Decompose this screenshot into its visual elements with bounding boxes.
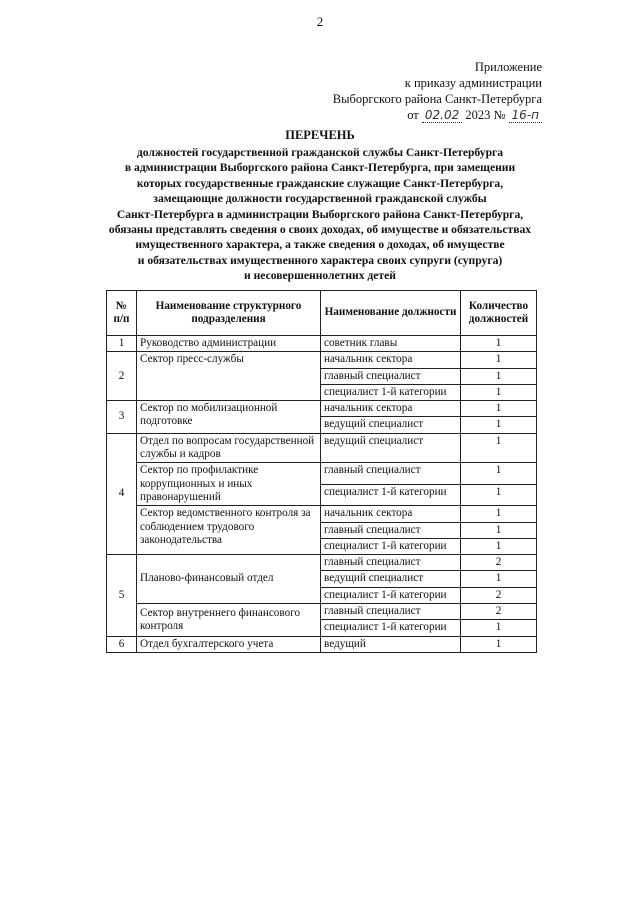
- handwritten-order-number: 16-п: [509, 108, 542, 123]
- subtitle-line: должностей государственной гражданской службы Санкт-Петербурга: [136, 146, 504, 159]
- handwritten-date: 02.02: [422, 108, 462, 123]
- page-number: 2: [316, 14, 324, 29]
- header-position: Наименование должности: [321, 291, 461, 336]
- unit-name: Отдел бухгалтерского учета: [137, 636, 321, 652]
- row-number: 3: [107, 401, 137, 434]
- position-count: 1: [461, 571, 537, 587]
- unit-name: Сектор ведомственного контроля за соблюдением трудового законодательства: [137, 506, 321, 555]
- position-name: начальник сектора: [321, 506, 461, 522]
- appendix-line-1: Приложение: [474, 60, 542, 74]
- unit-name: Планово-финансовый отдел: [137, 555, 321, 604]
- unit-name: Сектор по мобилизационной подготовке: [137, 401, 321, 434]
- row-number: 5: [107, 555, 137, 636]
- position-count: 1: [461, 463, 537, 484]
- position-count: 1: [461, 401, 537, 417]
- header-unit: Наименование структурного подразделения: [137, 291, 321, 336]
- row-number: 2: [107, 352, 137, 401]
- table-row: [107, 463, 537, 484]
- table-row: [107, 336, 537, 352]
- position-count: 1: [461, 538, 537, 554]
- row-number: 4: [107, 433, 137, 554]
- position-count: 2: [461, 587, 537, 603]
- position-name: ведущий: [321, 636, 461, 652]
- subtitle-line: которых государственные гражданские служащие Санкт-Петербурга,: [136, 176, 504, 190]
- position-count: 1: [461, 636, 537, 652]
- position-name: начальник сектора: [321, 401, 461, 417]
- header-num: № п/п: [107, 291, 137, 336]
- subtitle-line: имущественного характера, а также сведения о доходах, об имуществе: [135, 238, 505, 252]
- position-count: 1: [461, 352, 537, 368]
- appendix-date-line: [333, 107, 542, 123]
- subtitle-line: в администрации Выборгского района Санкт-Петербурга, при замещении: [124, 161, 516, 175]
- position-name: начальник сектора: [321, 352, 461, 368]
- table-row: [107, 555, 537, 571]
- unit-name: Руководство администрации: [137, 336, 321, 352]
- position-name: специалист 1-й категории: [321, 587, 461, 603]
- table-header-row: [107, 291, 537, 336]
- table-row: [107, 636, 537, 652]
- subtitle-line: и обязательствах имущественного характера своих супруги (супруга): [137, 253, 503, 267]
- table-row: [107, 401, 537, 417]
- position-name: ведущий специалист: [321, 571, 461, 587]
- table-row: [107, 506, 537, 522]
- position-count: 1: [461, 368, 537, 384]
- position-count: 1: [461, 522, 537, 538]
- positions-table: [106, 290, 537, 653]
- unit-name: Сектор внутреннего финансового контроля: [137, 604, 321, 637]
- unit-name: Отдел по вопросам государственной службы и кадров: [137, 433, 321, 463]
- row-number: 6: [107, 636, 137, 652]
- appendix-header: [333, 59, 542, 123]
- position-count: 1: [461, 484, 537, 505]
- subtitle-line: замещающие должности государственной гражданской службы: [153, 192, 487, 206]
- position-name: главный специалист: [321, 463, 461, 484]
- document-subtitle: [100, 145, 540, 284]
- table-row: [107, 352, 537, 368]
- position-name: главный специалист: [321, 555, 461, 571]
- row-number: 1: [107, 336, 137, 352]
- subtitle-line: Санкт-Петербурга в администрации Выборгского района Санкт-Петербурга,: [116, 207, 524, 221]
- position-name: ведущий специалист: [321, 417, 461, 433]
- position-name: специалист 1-й категории: [321, 620, 461, 636]
- position-name: советник главы: [321, 336, 461, 352]
- table-row: [107, 433, 537, 463]
- position-name: специалист 1-й категории: [321, 484, 461, 505]
- date-year: 2023 №: [465, 108, 506, 122]
- subtitle-line: обязаны представлять сведения о своих доходах, об имуществе и обязательствах: [108, 223, 532, 237]
- header-count: Количество должностей: [461, 291, 537, 336]
- subtitle-line: и несовершеннолетних детей: [244, 269, 396, 283]
- position-name: специалист 1-й категории: [321, 538, 461, 554]
- position-name: главный специалист: [321, 604, 461, 620]
- position-count: 1: [461, 620, 537, 636]
- position-count: 2: [461, 555, 537, 571]
- position-count: 1: [461, 417, 537, 433]
- position-count: 1: [461, 384, 537, 400]
- table-body: [107, 336, 537, 653]
- position-name: специалист 1-й категории: [321, 384, 461, 400]
- appendix-line-2: к приказу администрации: [404, 76, 542, 90]
- document-title: ПЕРЕЧЕНЬ: [285, 128, 355, 142]
- position-name: ведущий специалист: [321, 433, 461, 463]
- position-name: главный специалист: [321, 368, 461, 384]
- unit-name: Сектор пресс-службы: [137, 352, 321, 401]
- position-name: главный специалист: [321, 522, 461, 538]
- position-count: 2: [461, 604, 537, 620]
- appendix-line-3: Выборгского района Санкт-Петербурга: [332, 92, 542, 106]
- unit-name: Сектор по профилактике коррупционных и иных правонарушений: [137, 463, 321, 506]
- position-count: 1: [461, 336, 537, 352]
- position-count: 1: [461, 433, 537, 463]
- date-prefix: от: [407, 108, 419, 122]
- position-count: 1: [461, 506, 537, 522]
- table-row: [107, 604, 537, 620]
